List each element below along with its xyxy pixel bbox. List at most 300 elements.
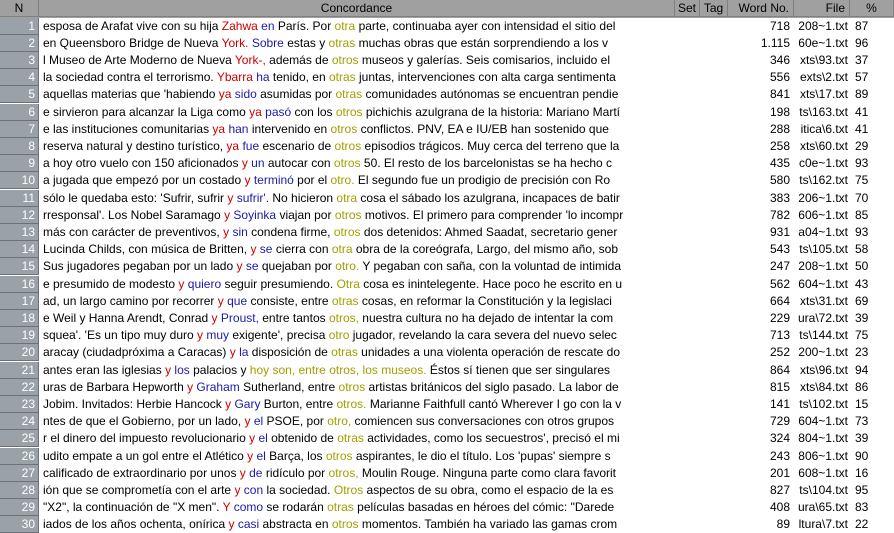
row-number[interactable]: 19 (0, 327, 39, 344)
table-row[interactable] (0, 172, 894, 189)
set-cell[interactable] (675, 499, 700, 516)
percent-cell[interactable]: 39 (855, 310, 869, 325)
table-row[interactable] (0, 344, 894, 361)
right-context: artistas británicos del siglo pasado. La labor de (365, 379, 619, 394)
word-number-cell[interactable]: 247 (769, 259, 790, 274)
tag-cell[interactable] (700, 327, 728, 344)
row-number[interactable]: 17 (0, 293, 39, 310)
set-cell[interactable] (675, 396, 700, 413)
row-number[interactable]: 7 (0, 121, 39, 138)
word-number-cell[interactable]: 713 (769, 328, 790, 343)
file-cell[interactable]: ltura\7.txt (798, 517, 848, 532)
set-cell[interactable] (675, 344, 700, 361)
tag-cell[interactable] (700, 448, 728, 465)
concordance-line[interactable] (39, 276, 675, 293)
concordance-line[interactable] (39, 86, 675, 103)
percent-cell[interactable]: 58 (855, 242, 869, 257)
tag-cell[interactable] (700, 138, 728, 155)
row-number[interactable]: 15 (0, 258, 39, 275)
set-cell[interactable] (675, 310, 700, 327)
percent-cell[interactable]: 86 (855, 379, 869, 394)
collocate-left-1: y (217, 293, 224, 308)
right-context: películas basadas en héroes del cómic: "Darede (353, 500, 615, 515)
table-row[interactable] (0, 396, 894, 413)
concordance-line[interactable] (39, 69, 675, 86)
concordance-line[interactable] (39, 327, 675, 344)
table-row[interactable] (0, 327, 894, 344)
percent-cell[interactable]: 75 (855, 173, 869, 188)
row-number[interactable]: 4 (0, 69, 39, 86)
right-context: Éstos sí tienen que ser singulares (426, 362, 610, 377)
percent-cell[interactable]: 83 (855, 500, 869, 515)
collocate-left-2: Proust, (220, 310, 259, 325)
tag-cell[interactable] (700, 465, 728, 482)
word-number-cell[interactable]: 324 (769, 431, 790, 446)
percent-cell[interactable]: 16 (855, 465, 869, 480)
row-number[interactable]: 3 (0, 52, 39, 69)
collocate-left-2: con (243, 482, 264, 497)
column-header-percent[interactable]: % (850, 0, 894, 17)
set-cell[interactable] (675, 121, 700, 138)
set-cell[interactable] (675, 362, 700, 379)
search-keyword: otros (331, 517, 359, 532)
row-number[interactable]: 21 (0, 362, 39, 379)
percent-cell[interactable]: 29 (855, 138, 869, 153)
collocate-left-1: y (224, 207, 231, 222)
search-keyword: otras (335, 87, 363, 102)
word-number-cell[interactable]: 252 (769, 345, 790, 360)
tag-cell[interactable] (700, 362, 728, 379)
file-cell[interactable]: ts\105.txt (799, 242, 848, 257)
table-row[interactable] (0, 69, 894, 86)
concordance-line[interactable] (39, 121, 675, 138)
collocate-left-2: el (258, 431, 268, 446)
table-row[interactable] (0, 310, 894, 327)
concordance-line[interactable] (39, 18, 675, 35)
percent-cell[interactable]: 89 (855, 87, 869, 102)
word-number-cell[interactable]: 580 (769, 173, 790, 188)
collocate-left-1: y (247, 448, 254, 463)
file-cell[interactable]: xts\31.txt (799, 293, 848, 308)
file-cell[interactable]: 604~1.txt (798, 276, 848, 291)
percent-cell[interactable]: 75 (855, 328, 869, 343)
file-cell[interactable]: xts\93.txt (799, 52, 848, 67)
percent-cell[interactable]: 15 (855, 396, 869, 411)
table-row[interactable] (0, 362, 894, 379)
set-cell[interactable] (675, 52, 700, 69)
tag-cell[interactable] (700, 516, 728, 533)
file-cell[interactable]: 208~1.txt (798, 259, 848, 274)
concordance-line[interactable] (39, 516, 675, 533)
concordance-line[interactable] (39, 104, 675, 121)
concordance-line[interactable] (39, 465, 675, 482)
row-number[interactable]: 25 (0, 430, 39, 447)
word-number-cell[interactable]: 201 (769, 465, 790, 480)
row-number[interactable]: 29 (0, 499, 39, 516)
tag-cell[interactable] (700, 413, 728, 430)
right-context: Marianne Faithfull cantó Wherever I go con la v (366, 396, 622, 411)
column-header-file[interactable]: File (794, 0, 850, 17)
table-row[interactable] (0, 413, 894, 430)
percent-cell[interactable]: 57 (855, 70, 869, 85)
table-row[interactable] (0, 35, 894, 52)
collocate-left-1: y (178, 276, 185, 291)
tag-cell[interactable] (700, 18, 728, 35)
concordance-line[interactable] (39, 35, 675, 52)
tag-cell[interactable] (700, 207, 728, 224)
percent-cell[interactable]: 93 (855, 156, 869, 171)
word-number-cell[interactable]: 718 (769, 18, 790, 33)
tag-cell[interactable] (700, 52, 728, 69)
word-number-cell[interactable]: 89 (776, 517, 790, 532)
percent-cell[interactable]: 85 (855, 207, 869, 222)
row-number[interactable]: 9 (0, 155, 39, 172)
word-number-cell[interactable]: 841 (769, 87, 790, 102)
tag-cell[interactable] (700, 86, 728, 103)
concordance-line[interactable] (39, 52, 675, 69)
tag-cell[interactable] (700, 396, 728, 413)
file-cell[interactable]: 604~1.txt (798, 414, 848, 429)
row-number[interactable]: 30 (0, 516, 39, 533)
set-cell[interactable] (675, 172, 700, 189)
tag-cell[interactable] (700, 241, 728, 258)
left-context: en Queensboro Bridge de Nueva (43, 35, 222, 50)
word-number-cell[interactable]: 562 (769, 276, 790, 291)
table-row[interactable] (0, 516, 894, 533)
file-cell[interactable]: 200~1.txt (798, 345, 848, 360)
percent-cell[interactable]: 50 (855, 259, 869, 274)
collocate-left-1: y (223, 224, 230, 239)
file-cell[interactable]: ura\72.txt (797, 310, 848, 325)
pre-keyword-context: tenido, en (269, 70, 329, 85)
concordance-line[interactable] (39, 413, 675, 430)
collocate-left-2: Soyinka (233, 207, 277, 222)
word-number-cell[interactable]: 408 (769, 500, 790, 515)
word-number-cell[interactable]: 729 (769, 414, 790, 429)
concordance-line[interactable] (39, 258, 675, 275)
percent-cell[interactable]: 96 (855, 35, 869, 50)
tag-cell[interactable] (700, 69, 728, 86)
word-number-cell[interactable]: 435 (769, 156, 790, 171)
percent-cell[interactable]: 41 (855, 121, 869, 136)
percent-cell[interactable]: 94 (855, 362, 869, 377)
tag-cell[interactable] (700, 155, 728, 172)
collocate-left-1: y (165, 362, 172, 377)
word-number-cell[interactable]: 864 (769, 362, 790, 377)
file-cell[interactable]: ts\163.txt (799, 104, 848, 119)
tag-cell[interactable] (700, 276, 728, 293)
table-row[interactable] (0, 258, 894, 275)
row-number[interactable]: 8 (0, 138, 39, 155)
tag-cell[interactable] (700, 121, 728, 138)
row-number[interactable]: 23 (0, 396, 39, 413)
set-cell[interactable] (675, 155, 700, 172)
percent-cell[interactable]: 22 (855, 517, 869, 532)
table-row[interactable] (0, 465, 894, 482)
set-cell[interactable] (675, 413, 700, 430)
file-cell[interactable]: itica\6.txt (800, 121, 848, 136)
concordance-line[interactable] (39, 379, 675, 396)
column-header-tag[interactable]: Tag (700, 0, 728, 17)
table-row[interactable] (0, 190, 894, 207)
set-cell[interactable] (675, 482, 700, 499)
row-number[interactable]: 18 (0, 310, 39, 327)
concordance-line[interactable] (39, 448, 675, 465)
left-context: Sus jugadores pegaban por un lado (43, 259, 237, 274)
tag-cell[interactable] (700, 430, 728, 447)
table-row[interactable] (0, 121, 894, 138)
pre-keyword-context: obtenido de (267, 431, 338, 446)
tag-cell[interactable] (700, 190, 728, 207)
set-cell[interactable] (675, 379, 700, 396)
word-number-cell[interactable]: 815 (769, 379, 790, 394)
table-row[interactable] (0, 52, 894, 69)
word-number-cell[interactable]: 229 (769, 310, 790, 325)
word-number-cell[interactable]: 827 (769, 482, 790, 497)
table-row[interactable] (0, 430, 894, 447)
word-number-cell[interactable]: 346 (769, 52, 790, 67)
right-context: nuestra cultura no ha dejado de intentar la com (358, 310, 614, 325)
row-number[interactable]: 16 (0, 276, 39, 293)
percent-cell[interactable]: 90 (855, 448, 869, 463)
set-cell[interactable] (675, 430, 700, 447)
tag-cell[interactable] (700, 258, 728, 275)
set-cell[interactable] (675, 276, 700, 293)
table-row[interactable] (0, 86, 894, 103)
search-keyword: son, entre otros, los museos. (269, 362, 427, 377)
table-row[interactable] (0, 104, 894, 121)
file-cell[interactable]: 804~1.txt (798, 431, 848, 446)
file-cell[interactable]: 806~1.txt (798, 448, 848, 463)
set-cell[interactable] (675, 448, 700, 465)
concordance-line[interactable] (39, 344, 675, 361)
concordance-line[interactable] (39, 482, 675, 499)
row-number[interactable]: 2 (0, 35, 39, 52)
word-number-cell[interactable]: 664 (769, 293, 790, 308)
concordance-line[interactable] (39, 241, 675, 258)
word-number-cell[interactable]: 243 (769, 448, 790, 463)
concordance-line[interactable] (39, 362, 675, 379)
file-cell[interactable]: 208~1.txt (798, 18, 848, 33)
file-cell[interactable]: xts\84.txt (799, 379, 848, 394)
set-cell[interactable] (675, 258, 700, 275)
tag-cell[interactable] (700, 482, 728, 499)
file-cell[interactable]: xts\17.txt (799, 87, 848, 102)
column-header-set[interactable]: Set (675, 0, 700, 17)
file-cell[interactable]: 608~1.txt (798, 465, 848, 480)
set-cell[interactable] (675, 18, 700, 35)
word-number-cell[interactable]: 556 (769, 70, 790, 85)
row-number[interactable]: 27 (0, 465, 39, 482)
table-row[interactable] (0, 18, 894, 35)
tag-cell[interactable] (700, 104, 728, 121)
collocate-left-1: y (236, 259, 243, 274)
tag-cell[interactable] (700, 344, 728, 361)
table-row[interactable] (0, 499, 894, 516)
right-context: Y pegaban con saña, con la voluntad de intimida (359, 259, 622, 274)
word-number-cell[interactable]: 383 (769, 190, 790, 205)
tag-cell[interactable] (700, 293, 728, 310)
word-number-cell[interactable]: 543 (769, 242, 790, 257)
search-keyword: otros (325, 448, 353, 463)
table-row[interactable] (0, 207, 894, 224)
word-number-cell[interactable]: 141 (769, 396, 790, 411)
table-row[interactable] (0, 241, 894, 258)
row-number[interactable]: 12 (0, 207, 39, 224)
concordance-line[interactable] (39, 138, 675, 155)
set-cell[interactable] (675, 465, 700, 482)
file-cell[interactable]: ts\102.txt (799, 396, 848, 411)
concordance-line[interactable] (39, 207, 675, 224)
file-cell[interactable]: 60e~1.txt (798, 35, 848, 50)
table-row[interactable] (0, 379, 894, 396)
tag-cell[interactable] (700, 310, 728, 327)
percent-cell[interactable]: 43 (855, 276, 869, 291)
left-context: ntes de que el Gobierno, por un lado, (43, 414, 245, 429)
set-cell[interactable] (675, 86, 700, 103)
set-cell[interactable] (675, 190, 700, 207)
concordance-line[interactable] (39, 499, 675, 516)
right-context: parte, continuaba ayer con intensidad el sitio del (355, 18, 616, 33)
percent-cell[interactable]: 23 (855, 345, 869, 360)
set-cell[interactable] (675, 327, 700, 344)
tag-cell[interactable] (700, 172, 728, 189)
collocate-left-2: ha (256, 70, 270, 85)
file-cell[interactable]: c0e~1.txt (798, 156, 848, 171)
file-cell[interactable]: 606~1.txt (798, 207, 848, 222)
percent-cell[interactable]: 69 (855, 293, 869, 308)
concordance-line[interactable] (39, 172, 675, 189)
column-header-concordance[interactable]: Concordance (39, 0, 675, 17)
row-number[interactable]: 28 (0, 482, 39, 499)
pre-keyword-context: entre tantos (258, 310, 329, 325)
search-keyword: Otros (333, 482, 364, 497)
row-number[interactable]: 11 (0, 190, 39, 207)
concordance-line[interactable] (39, 430, 675, 447)
search-keyword: otros, (328, 465, 359, 480)
word-number-cell[interactable]: 782 (769, 207, 790, 222)
word-number-cell[interactable]: 931 (769, 224, 790, 239)
percent-cell[interactable]: 70 (855, 190, 869, 205)
collocate-left-2: sido (234, 87, 257, 102)
file-cell[interactable]: xts\60.txt (799, 138, 848, 153)
set-cell[interactable] (675, 293, 700, 310)
set-cell[interactable] (675, 104, 700, 121)
percent-cell[interactable]: 41 (855, 104, 869, 119)
pre-keyword-context: No hicieron (269, 190, 337, 205)
tag-cell[interactable] (700, 499, 728, 516)
left-context: squea'. 'Es un tipo muy duro (43, 328, 198, 343)
table-row[interactable] (0, 293, 894, 310)
percent-cell[interactable]: 39 (855, 431, 869, 446)
file-cell[interactable]: ts\162.txt (799, 173, 848, 188)
set-cell[interactable] (675, 241, 700, 258)
collocate-left-2: sufrir'. (236, 190, 270, 205)
column-header-word-no[interactable]: Word No. (728, 0, 794, 17)
set-cell[interactable] (675, 516, 700, 533)
percent-cell[interactable]: 87 (855, 18, 869, 33)
table-row[interactable] (0, 448, 894, 465)
set-cell[interactable] (675, 69, 700, 86)
column-header-n[interactable]: N (0, 0, 39, 17)
concordance-line[interactable] (39, 155, 675, 172)
right-context: cosas, en reformar la Constitución y la legislaci (358, 293, 612, 308)
file-cell[interactable]: exts\2.txt (799, 70, 848, 85)
collocate-left-2: pasó (265, 104, 292, 119)
file-cell[interactable]: ura\65.txt (797, 500, 848, 515)
collocate-left-1: y (234, 482, 241, 497)
search-keyword: otros (334, 207, 362, 222)
table-row[interactable] (0, 155, 894, 172)
table-row[interactable] (0, 138, 894, 155)
pre-keyword-context: la sociedad. (263, 482, 334, 497)
row-number[interactable]: 22 (0, 379, 39, 396)
concordance-line[interactable] (39, 396, 675, 413)
word-number-cell[interactable]: 258 (769, 138, 790, 153)
collocate-left-1: ya (226, 138, 240, 153)
left-context: a hoy otro vuelo con 150 aficionados (43, 156, 242, 171)
file-cell[interactable]: a04~1.txt (798, 224, 848, 239)
tag-cell[interactable] (700, 35, 728, 52)
table-row[interactable] (0, 482, 894, 499)
file-cell[interactable]: 206~1.txt (798, 190, 848, 205)
table-row[interactable] (0, 276, 894, 293)
percent-cell[interactable]: 73 (855, 414, 869, 429)
row-number[interactable]: 6 (0, 104, 39, 121)
row-number[interactable]: 26 (0, 448, 39, 465)
row-number[interactable]: 20 (0, 344, 39, 361)
file-cell[interactable]: ts\144.txt (799, 328, 848, 343)
set-cell[interactable] (675, 35, 700, 52)
set-cell[interactable] (675, 224, 700, 241)
search-keyword: otra (331, 242, 353, 257)
collocate-left-1: York-, (234, 52, 266, 67)
percent-cell[interactable]: 37 (855, 52, 869, 67)
left-context: e Weil y Hanna Arendt, Conrad (43, 310, 212, 325)
file-cell[interactable]: ts\104.txt (799, 482, 848, 497)
percent-cell[interactable]: 93 (855, 224, 869, 239)
word-number-cell[interactable]: 1.115 (760, 35, 790, 50)
tag-cell[interactable] (700, 224, 728, 241)
collocate-left-2: muy (206, 328, 230, 343)
row-number[interactable]: 10 (0, 172, 39, 189)
row-number[interactable]: 13 (0, 224, 39, 241)
set-cell[interactable] (675, 207, 700, 224)
collocate-left-2: que (227, 293, 248, 308)
percent-cell[interactable]: 95 (855, 482, 869, 497)
collocate-left-2: en (261, 18, 275, 33)
concordance-line[interactable] (39, 224, 675, 241)
row-number[interactable]: 24 (0, 413, 39, 430)
row-number[interactable]: 14 (0, 241, 39, 258)
concordance-line[interactable] (39, 310, 675, 327)
collocate-left-1: ya (249, 104, 262, 119)
concordance-line[interactable] (39, 293, 675, 310)
left-context: aquellas materias que 'habiendo (43, 87, 219, 102)
set-cell[interactable] (675, 138, 700, 155)
pre-keyword-context: Burton, entre (260, 396, 337, 411)
word-number-cell[interactable]: 198 (769, 104, 790, 119)
tag-cell[interactable] (700, 379, 728, 396)
file-cell[interactable]: xts\96.txt (799, 362, 848, 377)
pre-keyword-context: quejaban por (258, 259, 336, 274)
word-number-cell[interactable]: 288 (769, 121, 790, 136)
row-number[interactable]: 5 (0, 86, 39, 103)
right-context: muchas obras que están sorprendiendo a los v (355, 35, 609, 50)
concordance-line[interactable] (39, 190, 675, 207)
table-row[interactable] (0, 224, 894, 241)
row-number[interactable]: 1 (0, 18, 39, 35)
